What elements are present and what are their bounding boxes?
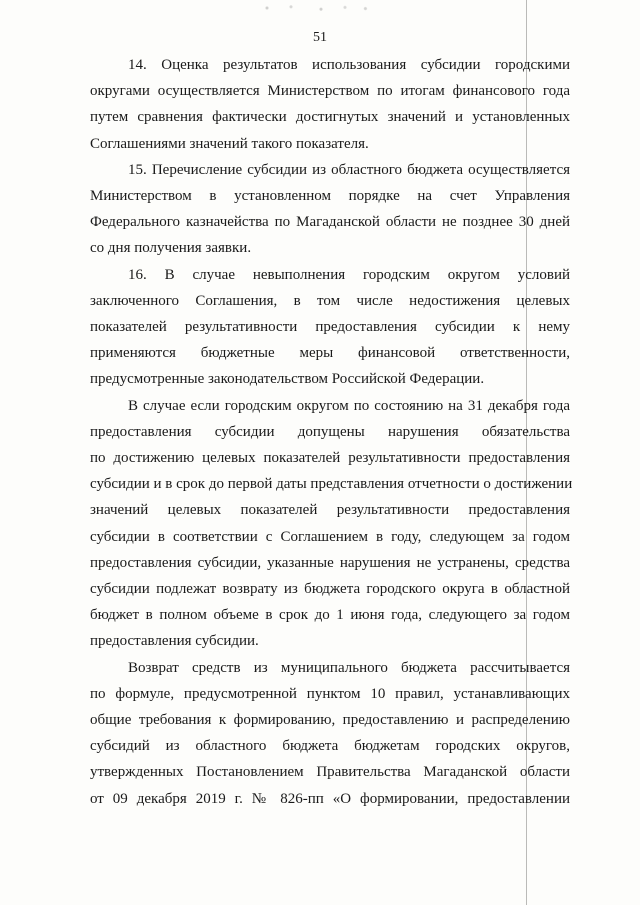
paragraph-refund-formula [90,655,570,812]
text-line: Федерального казначейства по Магаданской области не позднее 30 дней [90,214,570,231]
text-line: по достижению целевых показателей результативности предоставления [90,450,570,467]
text-line: от 09 декабря 2019 г. № 826-пп «О формировании, предоставлении [90,790,570,807]
text-line: предоставления субсидии, указанные нарушения не устранены, средства [90,554,570,571]
text-line: Возврат средств из муниципального бюджета рассчитывается [128,659,570,676]
scan-artifact [255,2,375,14]
paragraph-15 [90,157,570,262]
text-line: В случае если городским округом по состоянию на 31 декабря года [128,397,570,414]
text-line: предусмотренные законодательством Российской Федерации. [90,371,485,388]
text-line: Министерством в установленном порядке на счет Управления [90,188,570,205]
text-line: по формуле, предусмотренной пунктом 10 правил, устанавливающих [90,685,570,702]
paragraph-refund-conditions [90,393,573,655]
text-line: субсидии в соответствии с Соглашением в году, следующем за годом [90,528,570,545]
text-line: субсидий из областного бюджета бюджетам городских округов, [90,738,570,755]
body-text [90,52,573,812]
text-line: применяются бюджетные меры финансовой ответственности, [90,345,570,362]
text-line: бюджет в полном объеме в срок до 1 июня года, следующего за годом [90,607,570,624]
paragraph-14 [90,52,570,157]
text-line: 16. В случае невыполнения городским округом условий [128,266,570,283]
text-line: 14. Оценка результатов использования субсидии городскими [128,57,570,73]
text-line: показателей результативности предоставления субсидии к нему [90,319,570,336]
paragraph-16 [90,262,570,393]
text-line: 15. Перечисление субсидии из областного бюджета осуществляется [128,161,570,178]
text-line: путем сравнения фактически достигнутых значений и установленных [90,109,570,126]
text-line: общие требования к формированию, предоставлению и распределению [90,712,570,729]
text-line: предоставления субсидии допущены нарушения обязательства [90,423,570,440]
text-line: утвержденных Постановлением Правительства Магаданской области [90,764,570,781]
text-line: субсидии подлежат возврату из бюджета городского округа в областной [90,581,570,598]
text-line: округами осуществляется Министерством по итогам финансового года [90,83,570,100]
text-line: значений целевых показателей результативности предоставления [90,502,570,519]
text-line: со дня получения заявки. [90,240,252,257]
text-line: субсидии и в срок до первой даты представления отчетности о достижении [90,476,573,493]
text-line: предоставления субсидии. [90,633,259,650]
page-number: 51 [313,30,327,45]
text-line: Соглашениями значений такого показателя. [90,135,369,152]
text-line: заключенного Соглашения, в том числе недостижения целевых [90,292,570,309]
